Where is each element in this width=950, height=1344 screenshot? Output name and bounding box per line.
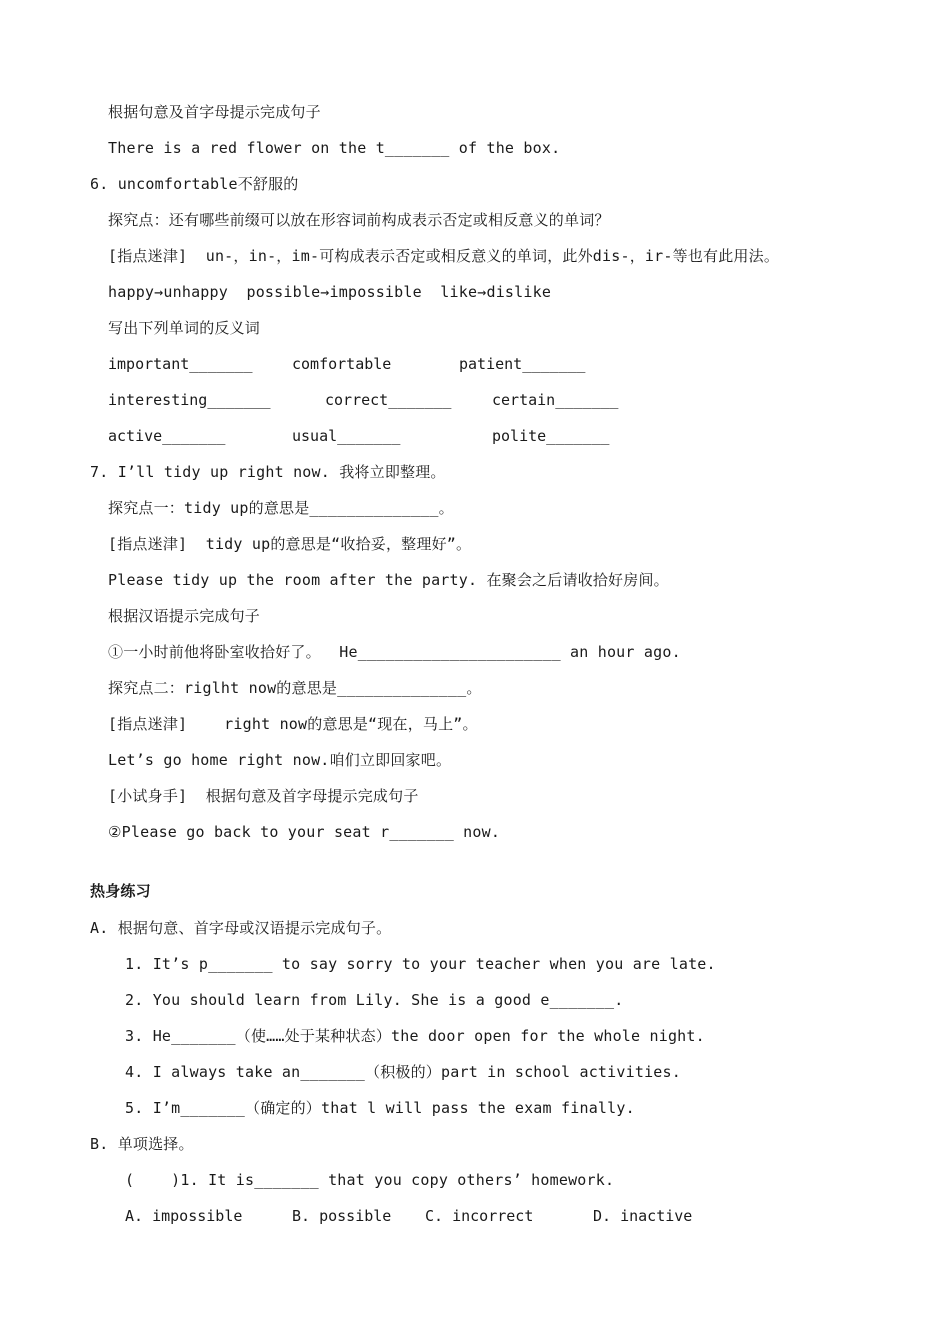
part-a-item: 5. I’m_______（确定的）that l will pass the exam finally. xyxy=(125,1099,635,1117)
q6-antonym-prompt: 写出下列单词的反义词 xyxy=(108,319,261,337)
antonym-word: comfortable xyxy=(292,355,392,373)
q6-examples: happy→unhappy possible→impossible like→dislike xyxy=(108,283,552,301)
q5-hint: 根据句意及首字母提示完成句子 xyxy=(108,103,321,121)
q7-exercise2: ②Please go back to your seat r_______ now. xyxy=(108,823,501,841)
option-b: B. possible xyxy=(292,1207,392,1225)
q7-example1: Please tidy up the room after the party. 在聚会之后请收拾好房间。 xyxy=(108,571,669,589)
warmup-heading: 热身练习 xyxy=(90,882,151,900)
part-a-item: 3. He_______（使……处于某种状态）the door open for the whole night. xyxy=(125,1027,705,1045)
antonym-word: interesting_______ xyxy=(108,391,271,409)
q7-tip1: [指点迷津] tidy up的意思是“收拾妥，整理好”。 xyxy=(108,535,472,553)
part-b-question: ( )1. It is_______ that you copy others’ homework. xyxy=(125,1171,615,1189)
q7-tip2: [指点迷津] right now的意思是“现在，马上”。 xyxy=(108,715,478,733)
part-b-title: B. 单项选择。 xyxy=(90,1135,194,1153)
part-a-item: 4. I always take an_______（积极的）part in school activities. xyxy=(125,1063,681,1081)
q7-prompt1: 根据汉语提示完成句子 xyxy=(108,607,261,625)
part-a-item: 1. It’s p_______ to say sorry to your teacher when you are late. xyxy=(125,955,716,973)
option-c: C. incorrect xyxy=(425,1207,534,1225)
antonym-word: active_______ xyxy=(108,427,226,445)
antonym-word: usual_______ xyxy=(292,427,401,445)
q6-title: 6. uncomfortable不舒服的 xyxy=(90,175,299,193)
q7-explore1: 探究点一：tidy up的意思是______________。 xyxy=(108,499,454,517)
q7-title: 7. I’ll tidy up right now. 我将立即整理。 xyxy=(90,463,446,481)
q7-try: [小试身手] 根据句意及首字母提示完成句子 xyxy=(108,787,419,805)
antonym-word: important_______ xyxy=(108,355,253,373)
part-a-item: 2. You should learn from Lily. She is a good e_______. xyxy=(125,991,624,1009)
q5-sentence: There is a red flower on the t_______ of the box. xyxy=(108,139,561,157)
option-a: A. impossible xyxy=(125,1207,243,1225)
option-d: D. inactive xyxy=(593,1207,693,1225)
part-a-title: A. 根据句意、首字母或汉语提示完成句子。 xyxy=(90,919,392,937)
q7-exercise1: ①一小时前他将卧室收拾好了。 He______________________ an hour ago. xyxy=(108,643,681,661)
q7-example2: Let’s go home right now.咱们立即回家吧。 xyxy=(108,751,452,769)
q6-tip: [指点迷津] un-，in-，im-可构成表示否定或相反意义的单词，此外dis-，ir-等也有此用法。 xyxy=(108,247,780,265)
antonym-word: polite_______ xyxy=(492,427,610,445)
q6-explore: 探究点：还有哪些前缀可以放在形容词前构成表示否定或相反意义的单词？ xyxy=(108,211,610,229)
antonym-word: certain_______ xyxy=(492,391,619,409)
antonym-word: patient_______ xyxy=(459,355,586,373)
q7-explore2: 探究点二：riglht now的意思是______________。 xyxy=(108,679,482,697)
antonym-word: correct_______ xyxy=(325,391,452,409)
